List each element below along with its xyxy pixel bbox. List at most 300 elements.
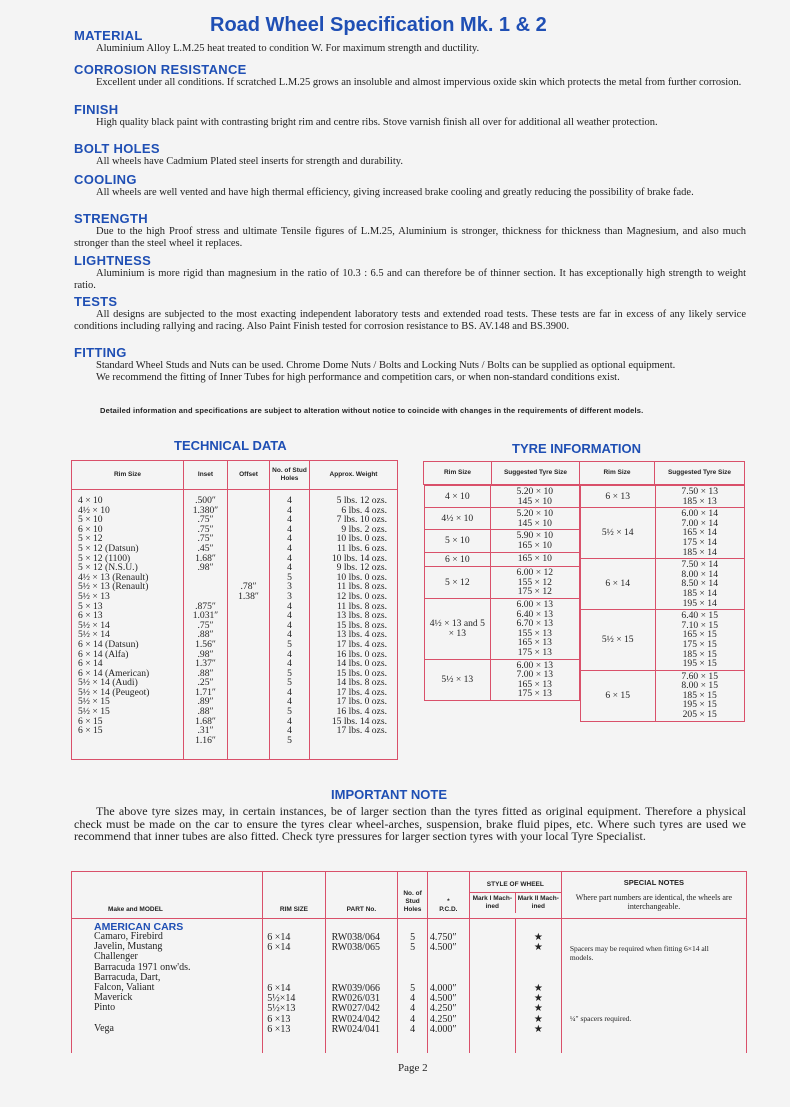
col-style-of-wheel: STYLE OF WHEEL Mark I Mach- ined Mark II Mach- ined [469, 872, 561, 919]
tyre-group [424, 508, 579, 530]
weight-value: 15 lbs. 8 ozs. [336, 619, 387, 631]
rim-value: 5 × 12 [78, 533, 103, 545]
section-cooling [74, 172, 746, 199]
tyre-group [580, 508, 744, 559]
tyre-size: 8.00 × 15 [681, 680, 719, 692]
rim-value: 6 × 13 [78, 610, 103, 622]
car-pcd: 4.000″ [429, 982, 457, 994]
tyre-sizes [491, 598, 579, 659]
rim-value: 5½ × 13 (Renault) [78, 581, 149, 593]
offset-list [228, 490, 270, 760]
rim-value: 5 × 12 (Datsun) [78, 542, 139, 554]
tyre-group [424, 567, 579, 599]
studs-value: 5 [287, 667, 292, 679]
studs-value: 4 [287, 725, 292, 737]
technical-data-heading: TECHNICAL DATA [174, 438, 287, 453]
tyre-size: 6.00 × 13 [516, 598, 554, 610]
section-heading: COOLING [74, 172, 137, 187]
tyre-size: 7.50 × 13 [681, 486, 719, 497]
col-left-tyre: Suggested Tyre Size [492, 462, 580, 485]
tyre-rim-size: 6 × 15 [580, 670, 655, 721]
weight-value: 11 lbs. 6 ozs. [336, 542, 387, 554]
weight-value: 11 lbs. 8 ozs. [336, 600, 387, 612]
section-text: Excellent under all conditions. If scratched L.M.25 grows an insoluble and almost impervious oxide skin which protects the metal from further corrosion. [96, 77, 742, 88]
weight-value: 5 lbs. 12 ozs. [336, 495, 387, 506]
rim-value: 4½ × 10 [78, 504, 110, 516]
tyre-size: 6.00 × 13 [516, 659, 554, 671]
car-part: RW039/066 [331, 982, 380, 994]
tyre-size: 145 × 10 [517, 517, 552, 529]
weight-value: 16 lbs. 4 ozs. [336, 706, 387, 718]
col-rim-size: Rim Size [72, 461, 184, 490]
section-corrosion-resistance [74, 62, 746, 89]
col-right-rim: Rim Size [580, 462, 655, 485]
tyre-size: 195 × 15 [682, 658, 717, 670]
tyre-group [580, 486, 744, 508]
studs-value: 3 [287, 581, 292, 593]
inset-value: .88″ [197, 667, 214, 679]
col-make-model: Make and MODEL [72, 872, 263, 919]
car-studs: 5 [410, 932, 416, 943]
make-model-cell [72, 919, 263, 1054]
rim-value: 4½ × 13 (Renault) [78, 571, 149, 583]
tyre-size: 175 × 15 [682, 638, 717, 650]
tyre-size: 165 × 13 [517, 678, 552, 690]
car-pcd: 4.000″ [429, 1023, 457, 1035]
section-lightness [74, 253, 746, 291]
tyre-right-groups [580, 485, 745, 722]
car-studs [398, 953, 427, 963]
section-text: High quality black paint with contrasting bright rim and centre ribs. Stove varnish finish all over for additional all weather protection. [96, 117, 658, 128]
tyre-rim-size: 5 × 12 [424, 567, 491, 599]
offset-value [228, 534, 269, 544]
rim-value: 4 × 10 [78, 495, 103, 506]
tyre-group [424, 598, 579, 659]
car-model: Falcon, Valiant [94, 981, 155, 993]
tyre-size: 145 × 10 [517, 495, 552, 507]
car-studs: 4 [410, 1013, 416, 1025]
tyre-rim-size: 5½ × 13 [424, 659, 491, 700]
car-pcd: 4.250″ [429, 1003, 457, 1015]
tyre-size: 8.00 × 14 [681, 568, 719, 580]
car-model: Camaro, Firebird [94, 931, 163, 942]
inset-value [184, 582, 227, 592]
car-mk2: ★ [533, 1023, 543, 1035]
tyre-size: 8.50 × 14 [681, 578, 719, 590]
car-part: RW038/065 [331, 942, 380, 954]
section-text: All wheels are well vented and have high thermal efficiency, giving increased brake cooling and greatly reducing the possibility of brake fade. [96, 187, 694, 198]
car-studs: 4 [410, 1003, 416, 1015]
car-model: Pinto [94, 1002, 116, 1014]
weight-value: 17 lbs. 0 ozs. [336, 696, 387, 708]
tyre-size: 155 × 13 [517, 627, 552, 639]
tyre-size: 5.20 × 10 [516, 486, 554, 497]
tyre-size: 175 × 13 [517, 688, 552, 700]
car-mk2: ★ [533, 932, 543, 943]
tyre-group [424, 530, 579, 552]
weight-value: 12 lbs. 0 ozs. [336, 590, 387, 602]
studs-value: 4 [287, 658, 292, 670]
studs-value: 4 [287, 533, 292, 545]
weight-value: 17 lbs. 4 ozs. [336, 686, 387, 698]
rim-value: 6 × 15 [78, 725, 103, 737]
car-model: Javelin, Mustang [94, 941, 163, 953]
col-rim-size-cars: RIM SIZE [263, 872, 325, 919]
car-pcd: 4.250″ [429, 1013, 457, 1025]
tyre-rim-size: 6 × 10 [424, 552, 491, 567]
inset-value: 1.16″ [195, 734, 216, 746]
tyre-group [580, 670, 744, 721]
tyre-size: 165 × 10 [517, 539, 552, 551]
section-heading: LIGHTNESS [74, 253, 152, 268]
tyre-sizes [491, 486, 579, 508]
offset-value [228, 563, 269, 573]
tyre-size: 185 × 13 [682, 495, 717, 507]
car-rim: 6 ×14 [267, 982, 291, 994]
section-finish [74, 102, 746, 129]
studs-value: 4 [287, 495, 292, 506]
tyre-group [424, 659, 579, 700]
tyre-size: 7.00 × 13 [516, 669, 554, 681]
studs-value: 5 [287, 677, 292, 689]
tyre-rim-size: 5 × 10 [424, 530, 491, 552]
section-text: Standard Wheel Studs and Nuts can be used. Chrome Dome Nuts / Bolts and Locking Nuts / Bolts can be supplied as optional equipment. [96, 360, 676, 371]
car-rim [267, 953, 324, 963]
studs-value: 4 [287, 504, 292, 516]
disclaimer: Detailed information and specifications are subject to alteration without notice to coincide with changes in the requirements of different models. [100, 406, 644, 415]
inset-value: .98″ [197, 562, 214, 574]
car-mk2 [516, 964, 561, 974]
tyre-sizes [491, 659, 579, 700]
inset-value: 1.68″ [195, 715, 216, 727]
offset-value [228, 506, 269, 516]
tyre-sizes [655, 670, 744, 721]
tyre-rim-size: 4 × 10 [424, 486, 491, 508]
car-part: RW024/042 [331, 1013, 380, 1025]
weight-value: 9 lbs. 2 ozs. [341, 523, 387, 535]
weight-value: 13 lbs. 8 ozs. [336, 610, 387, 622]
studs-value: 5 [287, 638, 292, 650]
tyre-sizes [655, 486, 744, 508]
inset-value: .75″ [197, 523, 214, 535]
section-heading: TESTS [74, 294, 118, 309]
car-pcd: 4.500″ [429, 993, 457, 1005]
tyre-group [580, 559, 744, 610]
tyre-size: 7.60 × 15 [681, 670, 719, 682]
offset-value: .78″ [240, 581, 257, 593]
important-note-text: The above tyre sizes may, in certain instances, be of larger section than the tyres fitted as original equipment. Therefore a physical check must be made on the car to ensure the tyres clear wheel-arches, suspension, brake fluid pipes, etc. Where such tyres are used we recommend that inner tubes are also fitted. Check tyre pressures for larger section tyres with your local Tyre Specialist. [74, 804, 746, 843]
tyre-group [424, 552, 579, 567]
car-part: RW024/041 [331, 1023, 380, 1035]
car-rim: 6 ×13 [267, 1023, 291, 1035]
offset-value: 1.38″ [238, 590, 259, 602]
section-text: Aluminium Alloy L.M.25 heat treated to condition W. For maximum strength and ductility. [96, 43, 480, 54]
inset-value: .98″ [197, 648, 214, 660]
tyre-rim-size: 5½ × 14 [580, 508, 655, 559]
special-notes-cell [561, 919, 746, 1054]
rim-value: 5½ × 14 (Peugeot) [78, 686, 150, 698]
weight-value: 6 lbs. 4 ozs. [341, 504, 387, 516]
car-studs: 4 [410, 993, 416, 1005]
weight-value: 10 lbs. 0 ozs. [336, 571, 387, 583]
tyre-sizes [655, 508, 744, 559]
col-left-rim: Rim Size [424, 462, 492, 485]
weight-value: 14 lbs. 0 ozs. [336, 658, 387, 670]
inset-list [184, 490, 228, 760]
rim-value: 5½ × 15 [78, 696, 110, 708]
section-bolt-holes [74, 141, 746, 168]
inset-value: .88″ [197, 629, 214, 641]
tyre-sizes [491, 530, 579, 552]
tyre-rim-size: 6 × 14 [580, 559, 655, 610]
rim-value: 6 × 10 [78, 523, 103, 535]
studs-value: 4 [287, 552, 292, 564]
car-mk2: ★ [533, 993, 543, 1005]
car-model: Barracuda, Dart, [94, 971, 161, 983]
tyre-size: 185 × 14 [682, 546, 717, 558]
tyre-size: 6.70 × 13 [516, 618, 554, 630]
spacer-note: Spacers may be required when fitting 6×14 all models. [569, 944, 709, 962]
tyre-size: 165 × 10 [517, 552, 552, 564]
car-studs [398, 964, 427, 974]
tyre-size: 6.40 × 13 [516, 608, 554, 620]
weight-value: 15 lbs. 14 ozs. [331, 715, 387, 727]
inset-value: .75″ [197, 619, 214, 631]
car-pcd: 4.500″ [429, 942, 457, 954]
rim-value: 5½ × 14 [78, 619, 110, 631]
weight-value: 11 lbs. 8 ozs. [336, 581, 387, 593]
inset-value [184, 573, 227, 583]
car-rim [267, 964, 324, 974]
offset-value [228, 554, 269, 564]
american-cars-heading: AMERICAN CARS [94, 921, 184, 933]
car-pcd [430, 964, 469, 974]
car-part: RW027/042 [331, 1003, 380, 1015]
col-offset: Offset [228, 461, 270, 490]
studs-value: 4 [287, 715, 292, 727]
studs-value: 4 [287, 523, 292, 535]
studs-value: 4 [287, 600, 292, 612]
studs-value: 4 [287, 619, 292, 631]
rim-value: 6 × 14 [78, 658, 103, 670]
rim-value: 5 × 13 [78, 600, 103, 612]
car-rim: 5½×13 [267, 1003, 296, 1015]
weight-value: 10 lbs. 14 ozs. [331, 552, 387, 564]
weight-value: 10 lbs. 0 ozs. [336, 533, 387, 545]
car-model: Barracuda 1971 onw'ds. [94, 961, 191, 973]
tyre-sizes [491, 567, 579, 599]
tyre-rim-size: 4½ × 13 and 5 × 13 [424, 598, 491, 659]
section-heading: FITTING [74, 345, 127, 360]
important-note-heading: IMPORTANT NOTE [331, 787, 448, 802]
tyre-size: 185 × 14 [682, 587, 717, 599]
studs-value: 5 [287, 571, 292, 583]
tyre-rim-size: 5½ × 15 [580, 610, 655, 671]
car-rim: 6 ×14 [267, 942, 291, 954]
car-studs: 5 [410, 942, 416, 954]
car-studs: 4 [410, 1023, 416, 1035]
rim-value: 5½ × 13 [78, 590, 110, 602]
page-title: Road Wheel Specification Mk. 1 & 2 [210, 14, 547, 36]
rim-size-list [72, 490, 184, 760]
tyre-size: 165 × 14 [682, 527, 717, 539]
studs-value: 5 [287, 706, 292, 718]
tyre-sizes [655, 559, 744, 610]
inset-value: .88″ [197, 706, 214, 718]
col-special-notes: SPECIAL NOTES Where part numbers are identical, the wheels are interchangeable. [561, 872, 746, 919]
rim-value: 5½ × 14 (Audi) [78, 677, 138, 689]
section-tests [74, 294, 746, 332]
weight-value: 13 lbs. 4 ozs. [336, 629, 387, 641]
tyre-group [580, 610, 744, 671]
stud-holes-list [270, 490, 310, 760]
studs-value: 4 [287, 696, 292, 708]
inset-value: 1.380″ [192, 504, 219, 516]
tyre-info-heading: TYRE INFORMATION [512, 441, 642, 456]
studs-value: 4 [287, 648, 292, 660]
car-model: Challenger [94, 951, 138, 963]
inset-value: .500″ [195, 495, 216, 506]
inset-value: .89″ [197, 696, 214, 708]
section-text: Aluminium is more rigid than magnesium in the ratio of 10.3 : 6.5 and can therefore be of thinner section. It has exceptionally high strength to weight ratio. [74, 268, 746, 291]
car-rim: 6 ×14 [267, 932, 291, 943]
tyre-left-groups [424, 485, 580, 701]
studs-value: 4 [287, 686, 292, 698]
studs-value: 4 [287, 514, 292, 526]
offset-value [228, 496, 269, 506]
car-mk2: ★ [533, 942, 543, 954]
section-heading: STRENGTH [74, 211, 148, 226]
car-part [332, 953, 398, 963]
section-text: All wheels have Cadmium Plated steel inserts for strength and durability. [96, 156, 403, 167]
car-mk2 [516, 953, 561, 963]
tyre-size: 195 × 15 [682, 699, 717, 711]
inset-value: 1.71″ [195, 686, 216, 698]
inset-value: .45″ [197, 542, 214, 554]
col-weight: Approx. Weight [310, 461, 398, 490]
inset-value: 1.031″ [192, 610, 219, 622]
tyre-size: 205 × 15 [682, 709, 717, 721]
inset-value: .875″ [195, 600, 216, 612]
section-strength [74, 211, 746, 249]
section-heading: FINISH [74, 102, 119, 117]
tyre-size: 185 × 15 [682, 648, 717, 660]
tyre-size: 7.10 × 15 [681, 619, 719, 631]
inset-value: 1.37″ [195, 658, 216, 670]
col-stud-holes-cars: No. of Stud Holes [398, 872, 428, 919]
rim-value: 5½ × 15 [78, 706, 110, 718]
tyre-size: 6.00 × 14 [681, 508, 719, 520]
rim-value: 6 × 14 (Alfa) [78, 648, 129, 660]
weight-value: 7 lbs. 10 ozs. [336, 514, 387, 526]
weight-value: 15 lbs. 0 ozs. [336, 667, 387, 679]
car-part: RW038/064 [331, 932, 380, 943]
car-pcd [430, 953, 469, 963]
offset-value [228, 515, 269, 525]
inset-value: 1.68″ [195, 552, 216, 564]
studs-value: 4 [287, 610, 292, 622]
col-right-tyre: Suggested Tyre Size [655, 462, 745, 485]
car-rim: 6 ×13 [267, 1013, 291, 1025]
tyre-sizes [491, 508, 579, 530]
section-fitting [74, 345, 746, 383]
offset-value [228, 525, 269, 535]
page-number: Page 2 [398, 1062, 428, 1074]
tyre-size: 175 × 13 [517, 646, 552, 658]
car-part [332, 964, 398, 974]
tyre-sizes [655, 610, 744, 671]
car-model: Maverick [94, 992, 133, 1004]
car-model: Vega [94, 1022, 114, 1034]
studs-value: 4 [287, 542, 292, 554]
car-rim: 5½×14 [267, 993, 296, 1005]
weight-list [310, 490, 398, 760]
tyre-group [424, 486, 579, 508]
rim-value: 5½ × 14 [78, 629, 110, 641]
tyre-size: 185 × 15 [682, 689, 717, 701]
inset-value: .75″ [197, 514, 214, 526]
tyre-size: 5.20 × 10 [516, 508, 554, 520]
tyre-size: 165 × 15 [682, 629, 717, 641]
tyre-size: 7.50 × 14 [681, 559, 719, 571]
weight-value: 17 lbs. 4 ozs. [336, 725, 387, 737]
inset-value: .75″ [197, 533, 214, 545]
car-mk2: ★ [533, 982, 543, 994]
studs-value: 5 [287, 734, 292, 746]
weight-value: 14 lbs. 8 ozs. [336, 677, 387, 689]
tyre-size: 195 × 14 [682, 597, 717, 609]
car-model [94, 1014, 262, 1024]
tyre-size: 5.90 × 10 [516, 530, 554, 542]
american-cars-table [71, 871, 747, 1053]
tyre-size: 6.40 × 15 [681, 610, 719, 622]
weight-value: 16 lbs. 0 ozs. [336, 648, 387, 660]
col-stud-holes: No. of Stud Holes [270, 461, 310, 490]
inset-value: 1.56″ [195, 638, 216, 650]
car-studs: 5 [410, 982, 416, 994]
section-heading: BOLT HOLES [74, 141, 160, 156]
tyre-sizes [491, 552, 579, 567]
car-part: RW026/031 [331, 993, 380, 1005]
rim-value: 6 × 14 (Datsun) [78, 638, 139, 650]
section-material [74, 28, 746, 55]
studs-value: 3 [287, 590, 292, 602]
studs-value: 4 [287, 629, 292, 641]
car-mk2: ★ [533, 1013, 543, 1025]
rim-value: 5 × 12 (1100) [78, 552, 131, 564]
tyre-size: 155 × 12 [517, 576, 552, 588]
rim-value: 6 × 14 (American) [78, 667, 150, 679]
rim-value: 6 × 15 [78, 715, 103, 727]
tyre-size: 6.00 × 12 [516, 567, 554, 579]
studs-value: 4 [287, 562, 292, 574]
tyre-size: 175 × 14 [682, 536, 717, 548]
section-text: All designs are subjected to the most exacting independent laboratory tests and extended road tests. These tests are far in excess of any likely service conditions including rallying and racing. Also Paint Finish tested for corrosion resistance to BS. AV.148 and BS.3900. [74, 309, 746, 332]
tyre-size: 7.00 × 14 [681, 517, 719, 529]
section-text: Due to the high Proof stress and ultimate Tensile figures of L.M.25, Aluminium is stronger, thickness for thickness than Magnesium, and also much stronger than the steel wheel it replaces. [74, 226, 746, 249]
tyre-size: 175 × 12 [517, 586, 552, 598]
tyre-rim-size: 4½ × 10 [424, 508, 491, 530]
technical-data-table [71, 460, 398, 760]
weight-value: 9 lbs. 12 ozs. [336, 562, 387, 574]
col-inset: Inset [184, 461, 228, 490]
section-text-2: We recommend the fitting of Inner Tubes for high performance and competition cars, or when non-standard conditions exist. [96, 371, 620, 383]
rim-value: 5 × 12 (N.S.U.) [78, 562, 138, 574]
section-heading: MATERIAL [74, 28, 143, 43]
car-pcd: 4.750″ [429, 932, 457, 943]
tyre-size: 165 × 13 [517, 637, 552, 649]
spacer-note-vega: ¼″ spacers required. [569, 1014, 632, 1023]
